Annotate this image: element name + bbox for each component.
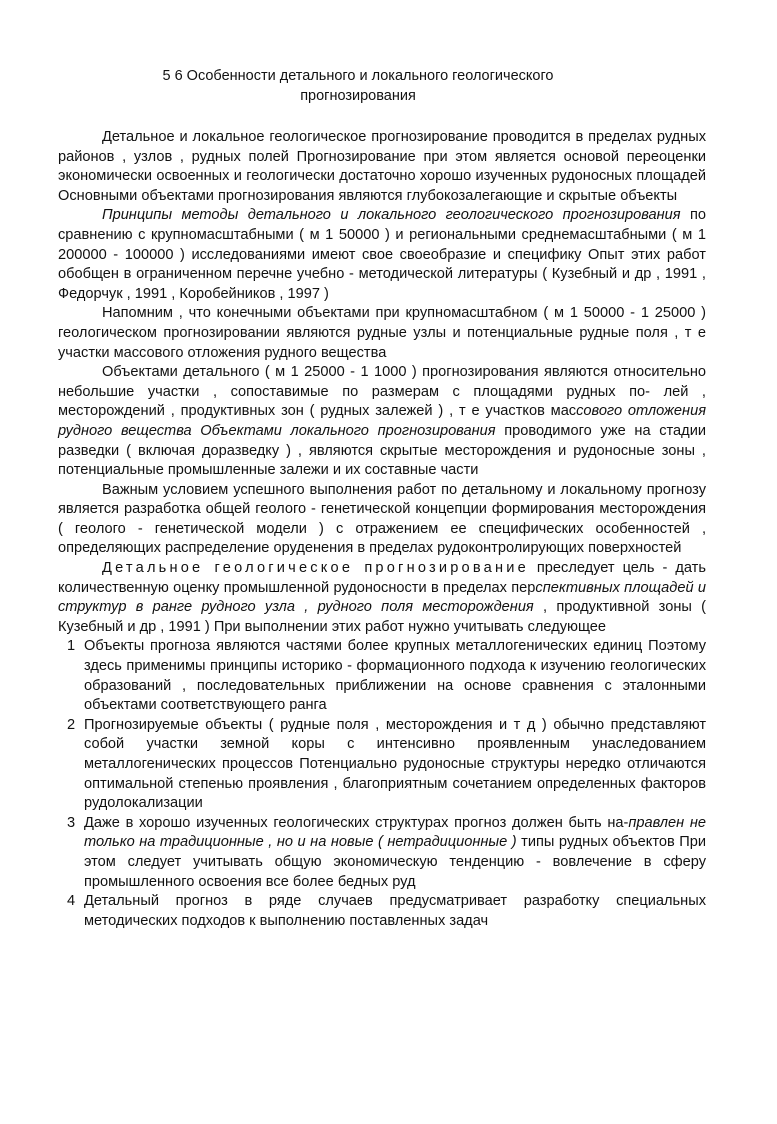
paragraph-2 [58, 206, 706, 304]
section-heading [118, 66, 598, 106]
list-item [58, 637, 706, 715]
paragraph-4-text-b: проводимого уже на стадии разведки ( включая доразведку ) , являются скрытые месторождения и рудоносные зоны , потенциальные промышленные залежи и их составные части [58, 422, 706, 479]
paragraph-6-spaced: Детальное геологическое прогнозирование [102, 560, 529, 577]
paragraph-6-text-a: преследует цель - дать количественную оценку промышленной рудоносности в пределах пер [58, 560, 706, 596]
numbered-list [58, 637, 706, 931]
list-item-number: 3 [67, 814, 76, 831]
list-item-number: 2 [67, 716, 76, 733]
paragraph-2-text: по сравнению с крупномасштабными ( м 1 50000 ) и региональными среднемасштабными ( м 1 200000 - 100000 ) исследованиями имеют свое своеобразие и специфику Опыт этих работ обобщен в ограниченном перечне учебно - методической литературы ( Кузебный и др , 1991 , Федорчук , 1991 , Коробейников , 1997 ) [58, 207, 706, 302]
list-item-number: 1 [67, 638, 76, 655]
document-body [58, 128, 706, 931]
list-item-text-a: Даже в хорошо изученных геологических структурах прогноз должен быть на- [84, 814, 629, 831]
paragraph-4 [58, 363, 706, 481]
list-item-text-b: типы рудных объектов При этом следует учитывать общую экономическую тенденцию - вовлечение в сферу промышленного освоения все более бедных руд [84, 834, 706, 890]
paragraph-1: Детальное и локальное геологическое прогнозирование проводится в пределах рудных районов , узлов , рудных полей Прогнозирование при этом является основой переоценки экономически освоенных и геологически достаточно хорошо изученных рудоносных площадей Основными объектами прогнозирования являются глубокозалегающие и скрытые объекты [58, 129, 706, 204]
list-item [58, 716, 706, 814]
list-item [58, 814, 706, 892]
list-item-number: 4 [67, 893, 76, 910]
paragraph-6-italic: спективных площадей и структур в ранге рудного узла , рудного поля месторождения [58, 579, 707, 616]
list-item-text: Детальный прогноз в ряде случаев предусматривает разработку специальных методических подходов к выполнению поставленных задач [84, 893, 706, 929]
list-item-italic: правлен не только на традиционные , но и на новые ( нетрадиционные ) [84, 814, 706, 851]
heading-line-2: прогнозирования [300, 88, 416, 104]
paragraph-2-italic: Принципы методы детального и локального геологического прогнозирования [102, 207, 681, 224]
paragraph-6-text-b: , продуктивной зоны ( Кузебный и др , 1991 ) При выполнении этих работ нужно учитывать следующее [58, 599, 707, 635]
paragraph-4-italic: сового отложения рудного вещества Объектами локального прогнозирования [58, 403, 706, 439]
paragraph-6 [58, 559, 706, 637]
list-item [58, 892, 706, 931]
paragraph-5: Важным условием успешного выполнения работ по детальному и локальному прогнозу является разработка общей геолого - генетической концепции формирования месторождения ( геолого - генетической модели ) с отражением ее специфических особенностей , определяющих распределение оруденения в пределах рудоконтролирующих поверхностей [58, 481, 706, 557]
paragraph-3: Напомним , что конечными объектами при крупномасштабном ( м 1 50000 - 1 25000 ) геологическом прогнозировании являются рудные узлы и потенциальные рудные поля , т е участки массового отложения рудного вещества [58, 305, 706, 361]
paragraph-4-text-a: Объектами детального ( м 1 25000 - 1 1000 ) прогнозирования являются относительно небольшие участки , сопоставимые по размерам с площадями рудных по- лей , месторождений , продуктивных зон ( рудных залежей ) , т е участков мас [58, 364, 706, 420]
heading-line-1: 5 6 Особенности детального и локального геологического [162, 68, 554, 84]
list-item-text: Прогнозируемые объекты ( рудные поля , месторождения и т д ) обычно представляют собой участки земной коры с интенсивно проявленным унаследованием металлогенических процессов Потенциально рудоносные структуры нередко отличаются оптимальной степенью проявления , благоприятным сочетанием определенных факторов рудолокализации [84, 716, 706, 812]
list-item-text: Объекты прогноза являются частями более крупных металлогенических единиц Поэтому здесь применимы принципы историко - формационного подхода к изучению геологических образований , последовательных приближении на основе сравнения с эталонными объектами соответствующего ранга [84, 638, 706, 714]
